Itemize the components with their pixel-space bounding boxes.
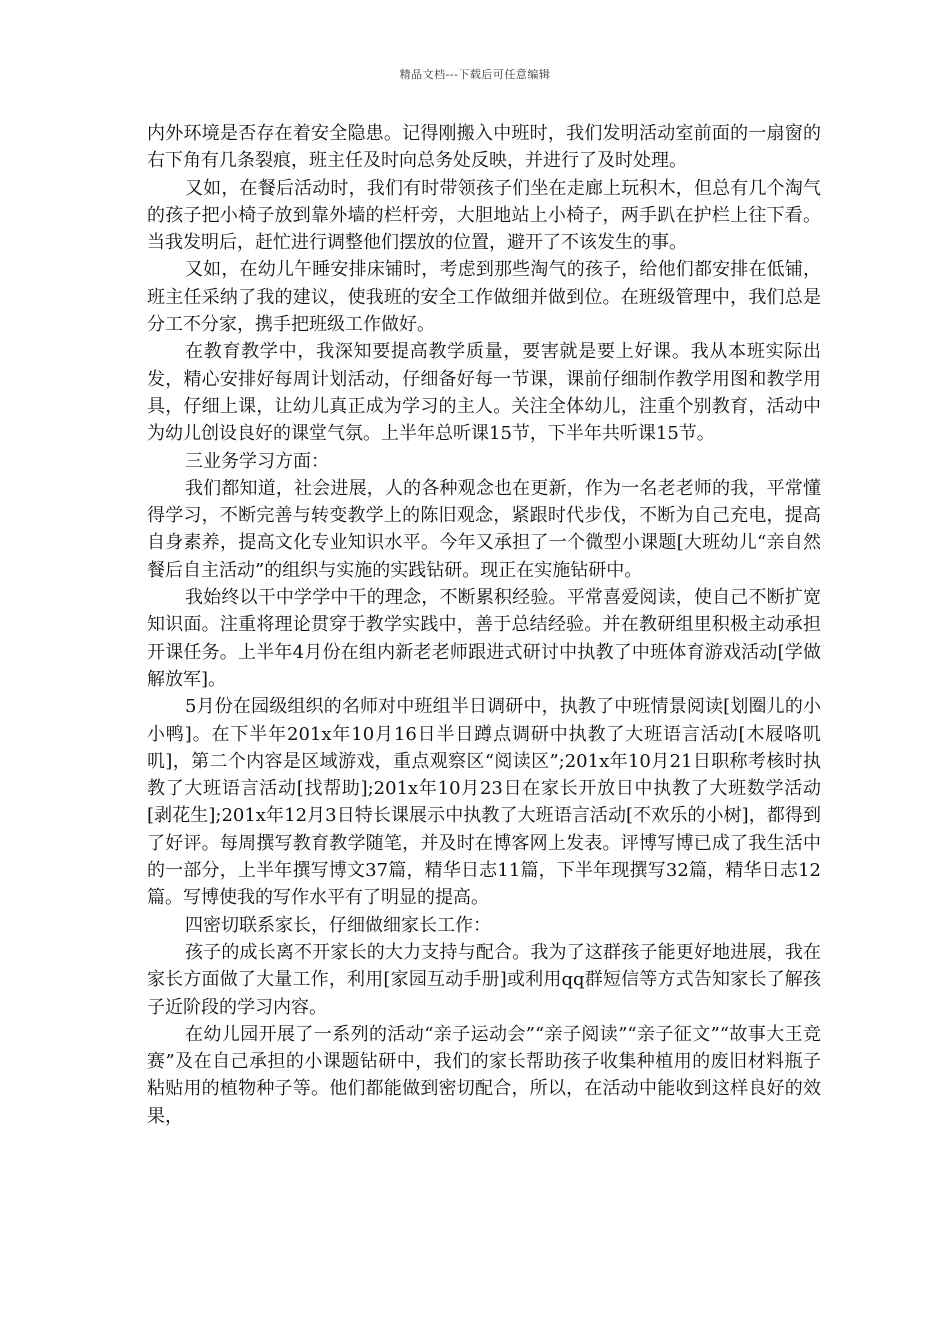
paragraph-8: 5月份在园级组织的名师对中班组半日调研中，执教了中班情景阅读[划圈儿的小小鸭]。在下半年201x年10月16日半日蹲点调研中执教了大班语言活动[木屐咯叽叽]，第二个内容是区域游戏，重点观察区“阅读区”;201x年10月21日职称考核时执教了大班语言活动[找帮助];201x年10月23日在家长开放日中执教了大班数学活动[剥花生];201x年12月3日特长课展示中执教了大班语言活动[不欢乐的小树]，都得到了好评。每周撰写教育教学随笔，并及时在博客网上发表。评博写博已成了我生活中的一部分，上半年撰写博文37篇，精华日志11篇，下半年现撰写32篇，精华日志12篇。写博使我的写作水平有了明显的提高。 bbox=[147, 696, 821, 909]
section-heading-4: 四密切联系家长，仔细做细家长工作： bbox=[185, 914, 491, 936]
page-header: 精品文档---下载后可任意编辑 bbox=[399, 68, 551, 81]
paragraph-2: 又如，在餐后活动时，我们有时带领孩子们坐在走廊上玩积木，但总有几个淘气的孩子把小椅子放到靠外墙的栏杆旁，大胆地站上小椅子，两手趴在护栏上往下看。当我发明后，赶忙进行调整他们摆放的位置，避开了不该发生的事。 bbox=[147, 177, 821, 254]
document-body bbox=[147, 120, 821, 1130]
paragraph-10: 孩子的成长离不开家长的大力支持与配合。我为了这群孩子能更好地进展，我在家长方面做了大量工作，利用[家园互动手册]或利用qq群短信等方式告知家长了解孩子近阶段的学习内容。 bbox=[147, 941, 821, 1018]
paragraph-4: 在教育教学中，我深知要提高教学质量，要害就是要上好课。我从本班实际出发，精心安排好每周计划活动，仔细备好每一节课，课前仔细制作教学用图和教学用具，仔细上课，让幼儿真正成为学习的主人。关注全体幼儿，注重个别教育，活动中为幼儿创设良好的课堂气氛。上半年总听课15节，下半年共听课15节。 bbox=[147, 341, 821, 445]
paragraph-1: 内外环境是否存在着安全隐患。记得刚搬入中班时，我们发明活动室前面的一扇窗的右下角有几条裂痕，班主任及时向总务处反映，并进行了及时处理。 bbox=[147, 123, 821, 172]
section-heading-3: 三业务学习方面： bbox=[185, 450, 329, 472]
paragraph-11: 在幼儿园开展了一系列的活动“亲子运动会”“亲子阅读”“亲子征文”“故事大王竞赛”及在自己承担的小课题钻研中，我们的家长帮助孩子收集种植用的废旧材料瓶子粘贴用的植物种子等。他们都能做到密切配合，所以，在活动中能收到这样良好的效果， bbox=[147, 1023, 821, 1127]
paragraph-6: 我们都知道，社会进展，人的各种观念也在更新，作为一名老老师的我，平常懂得学习，不断完善与转变教学上的陈旧观念，紧跟时代步伐，不断为自己充电，提高自身素养，提高文化专业知识水平。今年又承担了一个微型小课题[大班幼儿“亲自然餐后自主活动”的组织与实施的实践钻研。现正在实施钻研中。 bbox=[147, 477, 821, 581]
paragraph-3: 又如，在幼儿午睡安排床铺时，考虑到那些淘气的孩子，给他们都安排在低铺，班主任采纳了我的建议，使我班的安全工作做细并做到位。在班级管理中，我们总是分工不分家，携手把班级工作做好。 bbox=[147, 259, 821, 336]
paragraph-7: 我始终以干中学学中干的理念，不断累积经验。平常喜爱阅读，使自己不断扩宽知识面。注重将理论贯穿于教学实践中，善于总结经验。并在教研组里积极主动承担开课任务。上半年4月份在组内新老老师跟进式研讨中执教了中班体育游戏活动[学做解放军]。 bbox=[147, 587, 821, 690]
